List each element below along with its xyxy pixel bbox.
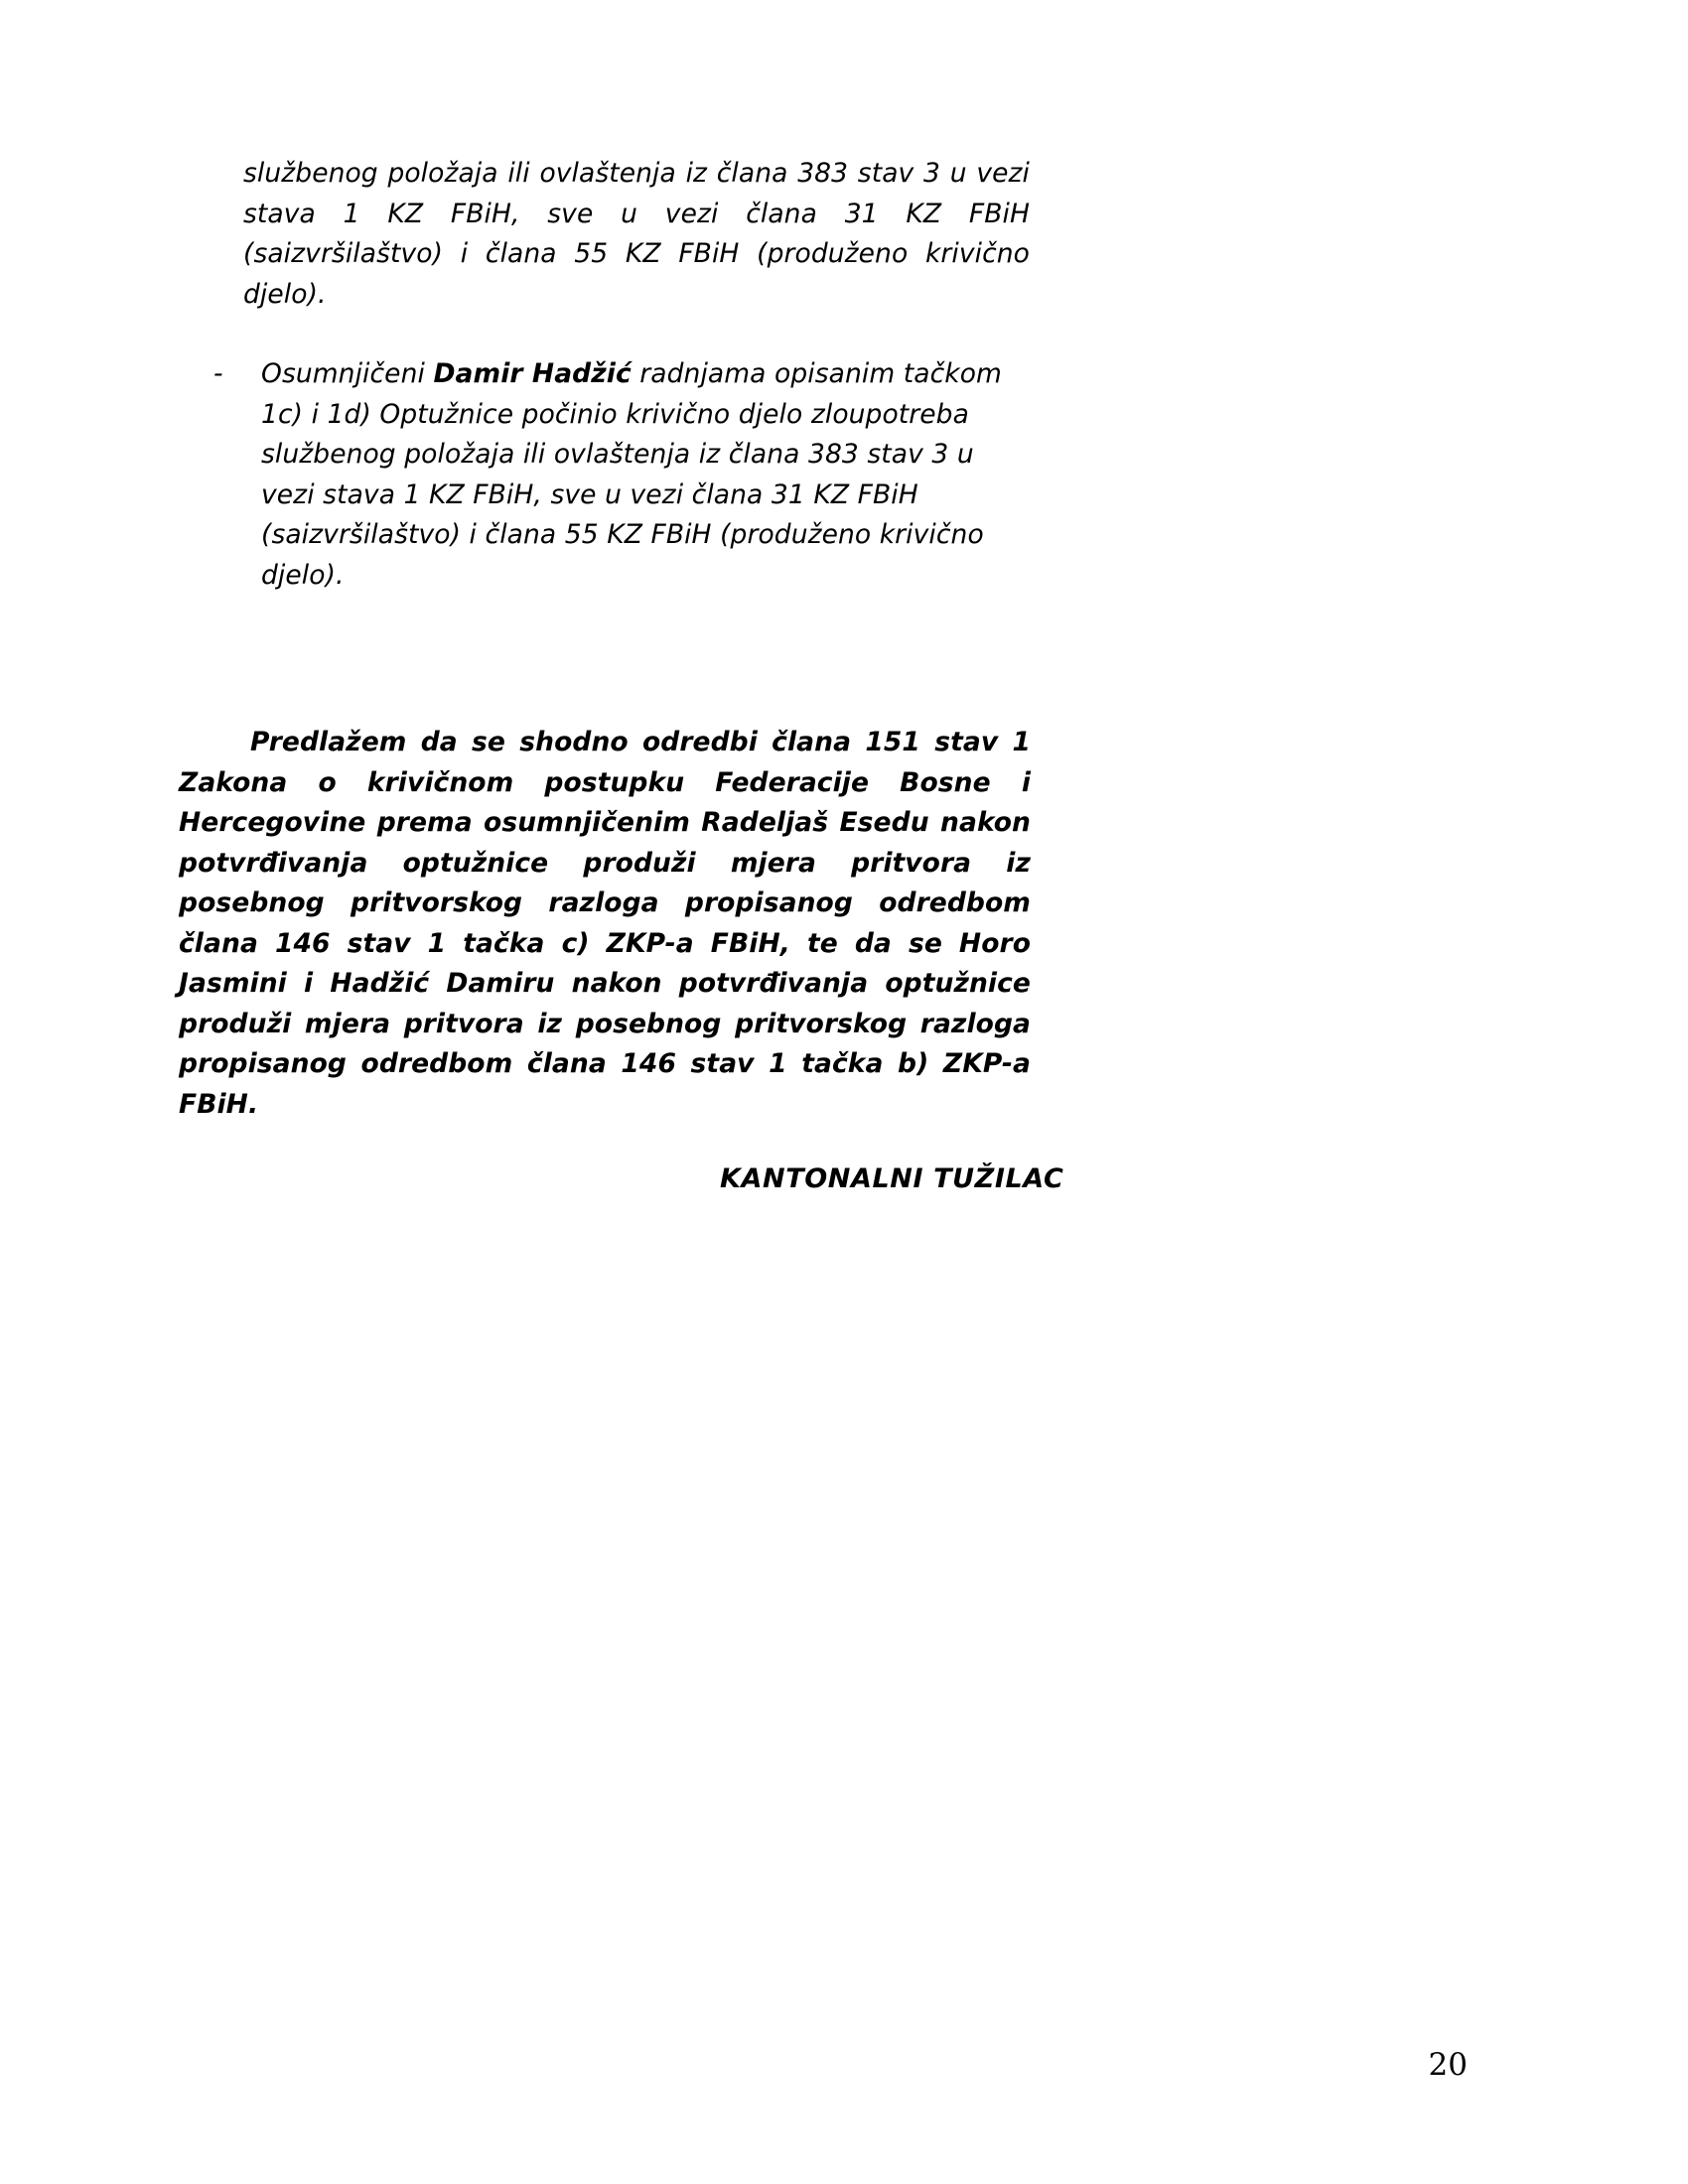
proposal-section bbox=[179, 723, 1031, 1125]
document-body bbox=[179, 154, 1031, 1125]
paragraph-continuation: službenog položaja ili ovlaštenja iz člana 383 stav 3 u vezi stava 1 KZ FBiH, sve u vezi člana 31 KZ FBiH (saizvršilaštvo) i člana 55 KZ FBiH (produženo krivično djelo). bbox=[243, 158, 1030, 310]
defendant-name: Damir Hadžić bbox=[433, 358, 632, 389]
paragraph-proposal: Predlažem da se shodno odredbi člana 151 stav 1 Zakona o krivičnom postupku Federacije Bosne i Hercegovine prema osumnjičenim Radeljaš Esedu nakon potvrđivanja optužnice produži mjera pritvora iz posebnog pritvorskog razloga propisanog odredbom člana 146 stav 1 tačka c) ZKP-a FBiH, te da se Horo Jasmini i Hadžić Damiru nakon potvrđivanja optužnice produži mjera pritvora iz posebnog pritvorskog razloga propisanog odredbom člana 146 stav 1 tačka b) ZKP-a FBiH. bbox=[179, 727, 1031, 1120]
signature-title: KANTONALNI TUŽILAC bbox=[720, 1163, 1064, 1194]
list-item-dash bbox=[213, 354, 1030, 596]
list-item-text-lead: Osumnjičeni bbox=[261, 358, 434, 389]
page-number: 20 bbox=[1428, 2047, 1468, 2083]
dash-bullet-marker: - bbox=[213, 358, 223, 389]
signature-block bbox=[243, 1160, 1064, 1199]
list-item-text bbox=[261, 358, 1002, 591]
list-item-text-rest: radnjama opisanim tačkom 1c) i 1d) Optužnice počinio krivično djelo zloupotreba službenog položaja ili ovlaštenja iz člana 383 stav 3 u vezi stava 1 KZ FBiH, sve u vezi člana 31 KZ FBiH (saizvršilaštvo) i člana 55 KZ FBiH (produženo krivično djelo). bbox=[261, 358, 1002, 591]
